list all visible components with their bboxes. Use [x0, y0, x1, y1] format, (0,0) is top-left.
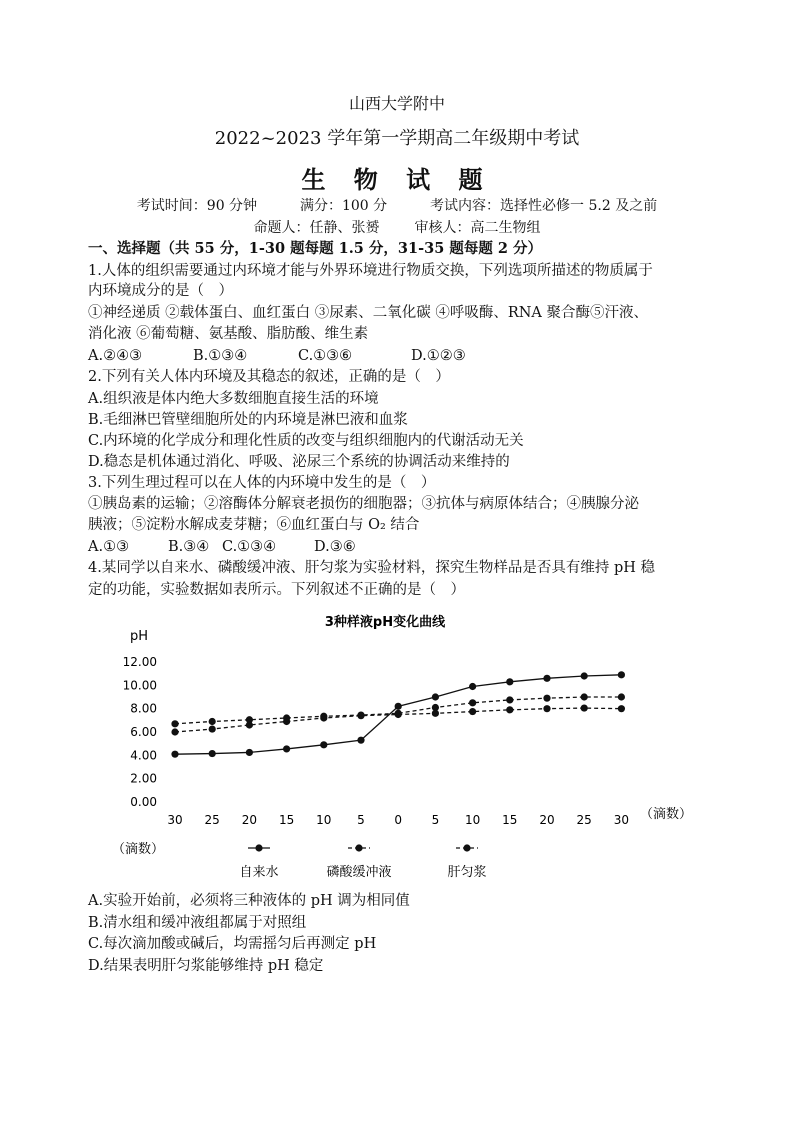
q3-line-2: ①胰岛素的运输；②溶酶体分解衰老损伤的细胞器；③抗体与病原体结合；④胰腺分泌 — [88, 496, 639, 512]
y-tick-label: 2.00 — [130, 771, 157, 786]
x-tick-label: 0 — [394, 813, 403, 827]
q1-options — [88, 346, 466, 366]
data-point — [618, 671, 625, 678]
exam-time: 考试时间：90 分钟 — [136, 198, 258, 214]
legend-marker — [255, 844, 262, 851]
data-point — [581, 704, 588, 711]
y-tick-label: 8.00 — [130, 701, 157, 716]
q1-line-4: 消化液 ⑥葡萄糖、氨基酸、脂肪酸、维生素 — [88, 326, 369, 342]
y-tick-label: 4.00 — [130, 748, 157, 763]
y-tick-label: 6.00 — [130, 725, 157, 739]
data-point — [469, 699, 476, 706]
data-point — [209, 718, 216, 725]
legend-label: 自来水 — [239, 865, 279, 880]
q3-options — [88, 537, 356, 557]
q4-line-2: 定的功能，实验数据如表所示。下列叙述不正确的是（ ） — [88, 582, 465, 598]
author: 命题人：任静、张赟 — [253, 220, 380, 236]
data-point — [506, 706, 513, 713]
exam-authors — [0, 217, 794, 237]
q4-line-1: 4.某同学以自来水、磷酸缓冲液、肝匀浆为实验材料，探究生物样品是否具有维持 pH 稳 — [88, 560, 655, 576]
legend-marker — [355, 844, 362, 851]
series-3 — [171, 693, 625, 727]
data-point — [618, 705, 625, 712]
data-point — [283, 745, 290, 752]
q2-line-1: 2.下列有关人体内环境及其稳态的叙述，正确的是（ ） — [88, 369, 450, 385]
data-point — [543, 705, 550, 712]
q1-line-1: 1.人体的组织需要通过内环境才能与外界环境进行物质交换，下列选项所描述的物质属于 — [88, 263, 653, 279]
data-point — [395, 703, 402, 710]
data-point — [432, 693, 439, 700]
data-point — [543, 695, 550, 702]
data-point — [171, 728, 178, 735]
q3-option-a: A.①③ — [88, 539, 130, 555]
q4-option-d: D.结果表明肝匀浆能够维持 pH 稳定 — [88, 958, 324, 974]
section-title: 一、选择题（共 55 分，1-30 题每题 1.5 分，31-35 题每题 2 分） — [88, 240, 543, 257]
q1-option-b: B.①③④ — [193, 348, 248, 364]
data-point — [320, 741, 327, 748]
data-point — [209, 750, 216, 757]
data-point — [469, 708, 476, 715]
y-axis-label: pH — [130, 629, 149, 644]
y-tick-label: 0.00 — [130, 795, 157, 809]
y-tick-label: 10.00 — [122, 678, 157, 693]
q4-option-a: A.实验开始前，必须将三种液体的 pH 调为相同值 — [88, 893, 410, 909]
x-tick-label: 30 — [167, 813, 183, 827]
q3-option-b: B.③④ — [168, 539, 210, 555]
q4-option-c: C.每次滴加酸或碱后，均需摇匀后再测定 pH — [88, 936, 377, 952]
x-axis-label-left: （滴数） — [112, 842, 165, 857]
x-tick-label: 30 — [613, 813, 630, 827]
data-point — [395, 710, 402, 717]
data-point — [171, 751, 178, 758]
chart-title: 3种样液pH变化曲线 — [324, 615, 446, 630]
x-tick-label: 15 — [502, 813, 518, 827]
exam-score: 满分：100 分 — [299, 198, 388, 214]
q1-line-3: ①神经递质 ②载体蛋白、血红蛋白 ③尿素、二氧化碳 ④呼吸酶、RNA 聚合酶⑤汗液、 — [88, 305, 649, 321]
q1-option-c: C.①③⑥ — [298, 348, 353, 364]
data-point — [581, 693, 588, 700]
x-tick-label: 5 — [431, 813, 440, 827]
x-tick-label: 10 — [316, 813, 332, 827]
data-point — [432, 704, 439, 711]
x-tick-label: 10 — [464, 813, 481, 827]
x-tick-label: 25 — [204, 813, 220, 827]
q4-option-b: B.清水组和缓冲液组都属于对照组 — [88, 915, 307, 931]
reviewer: 审核人：高二生物组 — [414, 220, 541, 236]
x-tick-label: 25 — [576, 813, 592, 827]
q2-option-d: D.稳态是机体通过消化、呼吸、泌尿三个系统的协调活动来维持的 — [88, 454, 510, 470]
data-point — [357, 737, 364, 744]
q3-line-1: 3.下列生理过程可以在人体的内环境中发生的是（ ） — [88, 475, 436, 491]
x-axis-label-right: （滴数） — [640, 807, 693, 822]
legend-marker — [463, 844, 470, 851]
data-point — [506, 678, 513, 685]
x-tick-label: 20 — [539, 813, 555, 827]
school-name: 山西大学附中 — [348, 94, 445, 113]
x-tick-label: 5 — [357, 813, 365, 827]
data-point — [246, 716, 253, 723]
data-point — [618, 693, 625, 700]
q3-option-d: D.③⑥ — [314, 539, 356, 555]
data-point — [357, 711, 364, 718]
data-point — [246, 749, 253, 756]
data-point — [581, 672, 588, 679]
legend-label: 肝匀浆 — [447, 865, 487, 880]
q2-option-b: B.毛细淋巴管壁细胞所处的内环境是淋巴液和血浆 — [88, 412, 408, 428]
data-point — [283, 714, 290, 721]
q1-option-a: A.②④③ — [88, 348, 143, 364]
data-point — [320, 713, 327, 720]
subject-title: 生 物 试 题 — [301, 166, 493, 194]
q3-option-c: C.①③④ — [222, 539, 277, 555]
legend-label: 磷酸缓冲液 — [326, 865, 392, 880]
q1-line-2: 内环境成分的是（ ） — [88, 283, 233, 299]
exam-content: 考试内容：选择性必修一 5.2 及之前 — [430, 198, 658, 214]
y-tick-label: 12.00 — [122, 655, 157, 669]
data-point — [543, 675, 550, 682]
q3-line-3: 胰液；⑤淀粉水解成麦芽糖；⑥血红蛋白与 O₂ 结合 — [88, 517, 420, 533]
data-point — [469, 683, 476, 690]
data-point — [209, 725, 216, 732]
x-tick-label: 20 — [241, 813, 258, 827]
data-point — [506, 696, 513, 703]
exam-title: 2022~2023 学年第一学期高二年级期中考试 — [214, 128, 580, 149]
data-point — [171, 720, 178, 727]
exam-info — [0, 195, 794, 215]
q1-option-d: D.①②③ — [411, 348, 466, 364]
x-tick-label: 15 — [278, 813, 295, 827]
ph-line-chart — [0, 600, 794, 890]
q2-option-a: A.组织液是体内绝大多数细胞直接生活的环境 — [88, 391, 379, 407]
q2-option-c: C.内环境的化学成分和理化性质的改变与组织细胞内的代谢活动无关 — [88, 433, 524, 449]
